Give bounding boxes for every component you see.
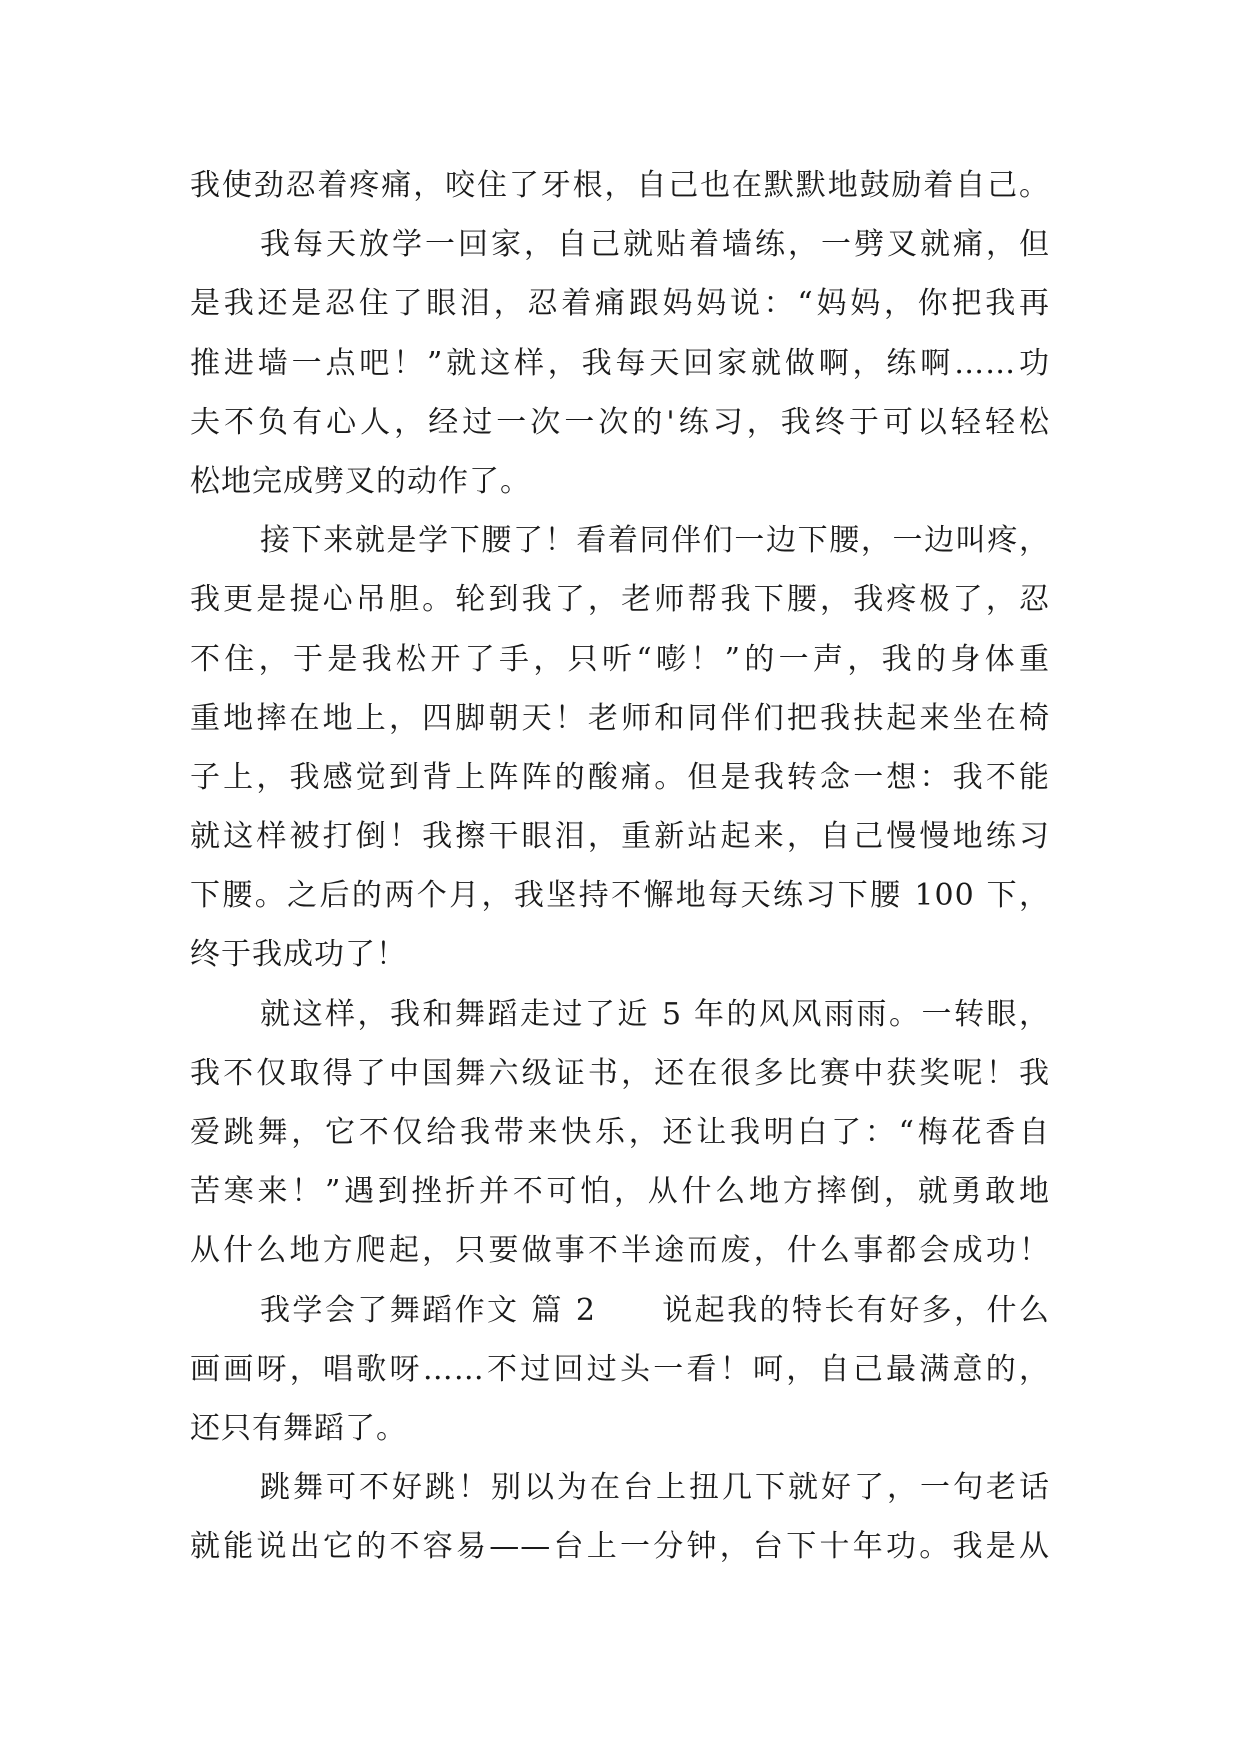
text-line: 跳舞可不好跳！别以为在台上扭几下就好了，一句老话 (260, 1470, 1050, 1506)
text-line: 我更是提心吊胆。轮到我了，老师帮我下腰，我疼极了，忍 (190, 582, 1050, 618)
text-line: 松地完成劈叉的动作了。 (190, 463, 531, 499)
text-line: 我每天放学一回家，自己就贴着墙练，一劈叉就痛，但 (260, 227, 1050, 263)
text-line: 接下来就是学下腰了！看着同伴们一边下腰，一边叫疼， (260, 523, 1050, 559)
text-line: 下腰。之后的两个月，我坚持不懈地每天练习下腰 100 下， (190, 878, 1050, 914)
text-line: 爱跳舞，它不仅给我带来快乐，还让我明白了：“梅花香自 (190, 1115, 1050, 1150)
text-line: 终于我成功了！ (190, 937, 407, 973)
text-line: 我不仅取得了中国舞六级证书，还在很多比赛中获奖呢！我 (190, 1055, 1050, 1091)
text-line: 画画呀，唱歌呀……不过回过头一看！呵，自己最满意的， (190, 1351, 1050, 1387)
text-line: 就能说出它的不容易——台上一分钟，台下十年功。我是从 (190, 1529, 1050, 1565)
text-line: 就这样被打倒！我擦干眼泪，重新站起来，自己慢慢地练习 (190, 819, 1050, 855)
text-line: 是我还是忍住了眼泪，忍着痛跟妈妈说：“妈妈，你把我再 (190, 286, 1050, 322)
text-line: 不住，于是我松开了手，只听“嘭！”的一声，我的身体重 (190, 641, 1050, 677)
text-line: 就这样，我和舞蹈走过了近 5 年的风风雨雨。一转眼， (260, 996, 1050, 1032)
text-line: 推进墙一点吧！”就这样，我每天回家就做啊，练啊……功 (190, 345, 1050, 381)
body-text (190, 156, 1050, 1577)
text-line: 我使劲忍着疼痛，咬住了牙根，自己也在默默地鼓励着自己。 (190, 168, 1050, 203)
text-line: 还只有舞蹈了。 (190, 1410, 407, 1446)
text-line: 从什么地方爬起，只要做事不半途而废，什么事都会成功！ (190, 1233, 1050, 1269)
section-heading-line: 我学会了舞蹈作文 篇 2 说起我的特长有好多，什么 (260, 1292, 1050, 1328)
text-line: 重地摔在地上，四脚朝天！老师和同伴们把我扶起来坐在椅 (190, 700, 1050, 736)
text-line: 夫不负有心人，经过一次一次的'练习，我终于可以轻轻松 (190, 404, 1050, 440)
text-line: 苦寒来！”遇到挫折并不可怕，从什么地方摔倒，就勇敢地 (190, 1174, 1050, 1210)
text-line: 子上，我感觉到背上阵阵的酸痛。但是我转念一想：我不能 (190, 759, 1050, 795)
